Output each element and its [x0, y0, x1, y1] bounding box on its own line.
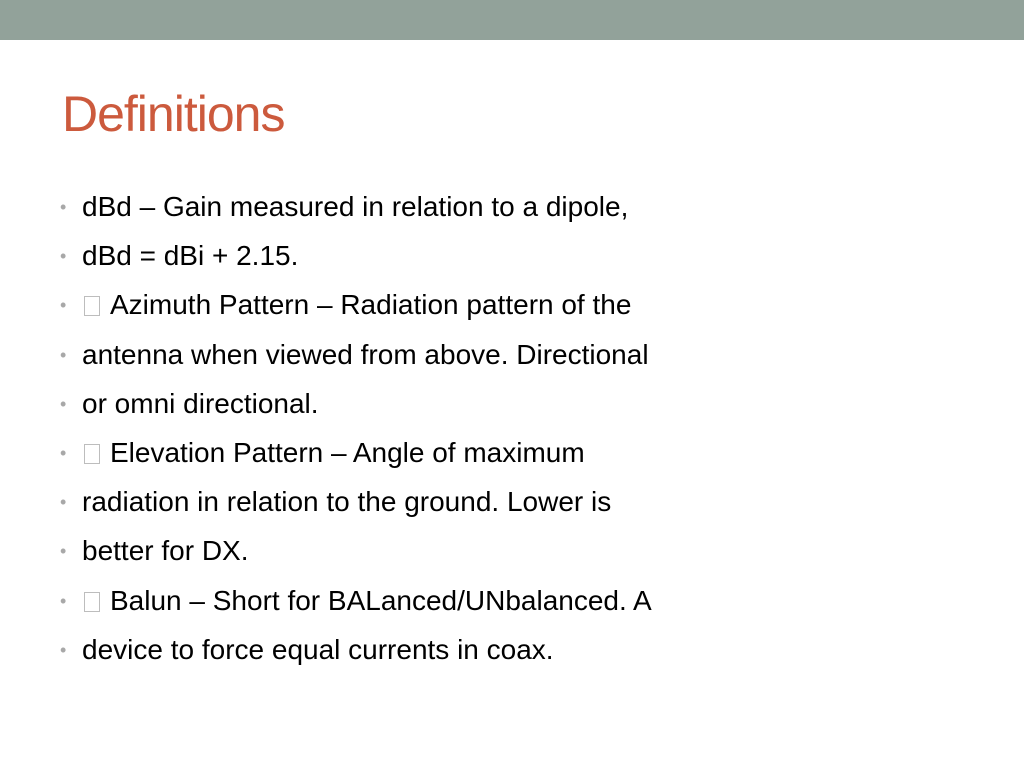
bullet-text: Elevation Pattern – Angle of maximum — [110, 436, 585, 468]
slide-title: Definitions — [62, 86, 285, 142]
missing-glyph-icon — [84, 444, 100, 464]
bullet-list — [60, 186, 652, 678]
missing-glyph-icon — [84, 592, 100, 612]
bullet-text: antenna when viewed from above. Directional — [82, 338, 649, 370]
bullet-item — [60, 235, 652, 284]
bullet-item — [60, 580, 652, 629]
bullet-content — [82, 629, 554, 671]
bullet-content — [82, 432, 585, 474]
bullet-item — [60, 530, 652, 579]
bullet-content — [82, 284, 631, 326]
bullet-content — [82, 383, 319, 425]
bullet-dot-icon: • — [60, 590, 67, 611]
bullet-item — [60, 334, 652, 383]
bullet-dot-icon: • — [60, 442, 67, 463]
bullet-text: Balun – Short for BALanced/UNbalanced. A — [110, 584, 652, 616]
bullet-dot-icon: • — [60, 541, 67, 562]
bullet-content — [82, 334, 649, 376]
bullet-content — [82, 481, 611, 523]
top-accent-bar — [0, 0, 1024, 40]
bullet-dot-icon: • — [60, 344, 67, 365]
bullet-dot-icon: • — [60, 246, 67, 267]
bullet-content — [82, 530, 249, 572]
bullet-dot-icon: • — [60, 492, 67, 513]
bullet-dot-icon: • — [60, 393, 67, 414]
bullet-text: radiation in relation to the ground. Lower is — [82, 486, 612, 518]
bullet-text: or omni directional. — [82, 387, 319, 419]
bullet-text: better for DX. — [82, 535, 249, 567]
bullet-item — [60, 284, 652, 333]
bullet-dot-icon: • — [60, 295, 67, 316]
bullet-item — [60, 481, 652, 530]
bullet-text: device to force equal currents in coax. — [82, 633, 554, 665]
bullet-item — [60, 383, 652, 432]
bullet-item — [60, 629, 652, 678]
bullet-content — [82, 235, 298, 277]
bullet-dot-icon: • — [60, 197, 67, 217]
bullet-content — [82, 580, 652, 622]
bullet-item — [60, 186, 652, 235]
missing-glyph-icon — [84, 296, 100, 316]
bullet-text: Azimuth Pattern – Radiation pattern of the — [110, 289, 632, 321]
bullet-text: dBd – Gain measured in relation to a dipole, — [82, 191, 629, 222]
bullet-dot-icon: • — [60, 639, 67, 660]
bullet-content — [82, 186, 628, 228]
bullet-text: dBd = dBi + 2.15. — [82, 240, 299, 272]
bullet-item — [60, 432, 652, 481]
